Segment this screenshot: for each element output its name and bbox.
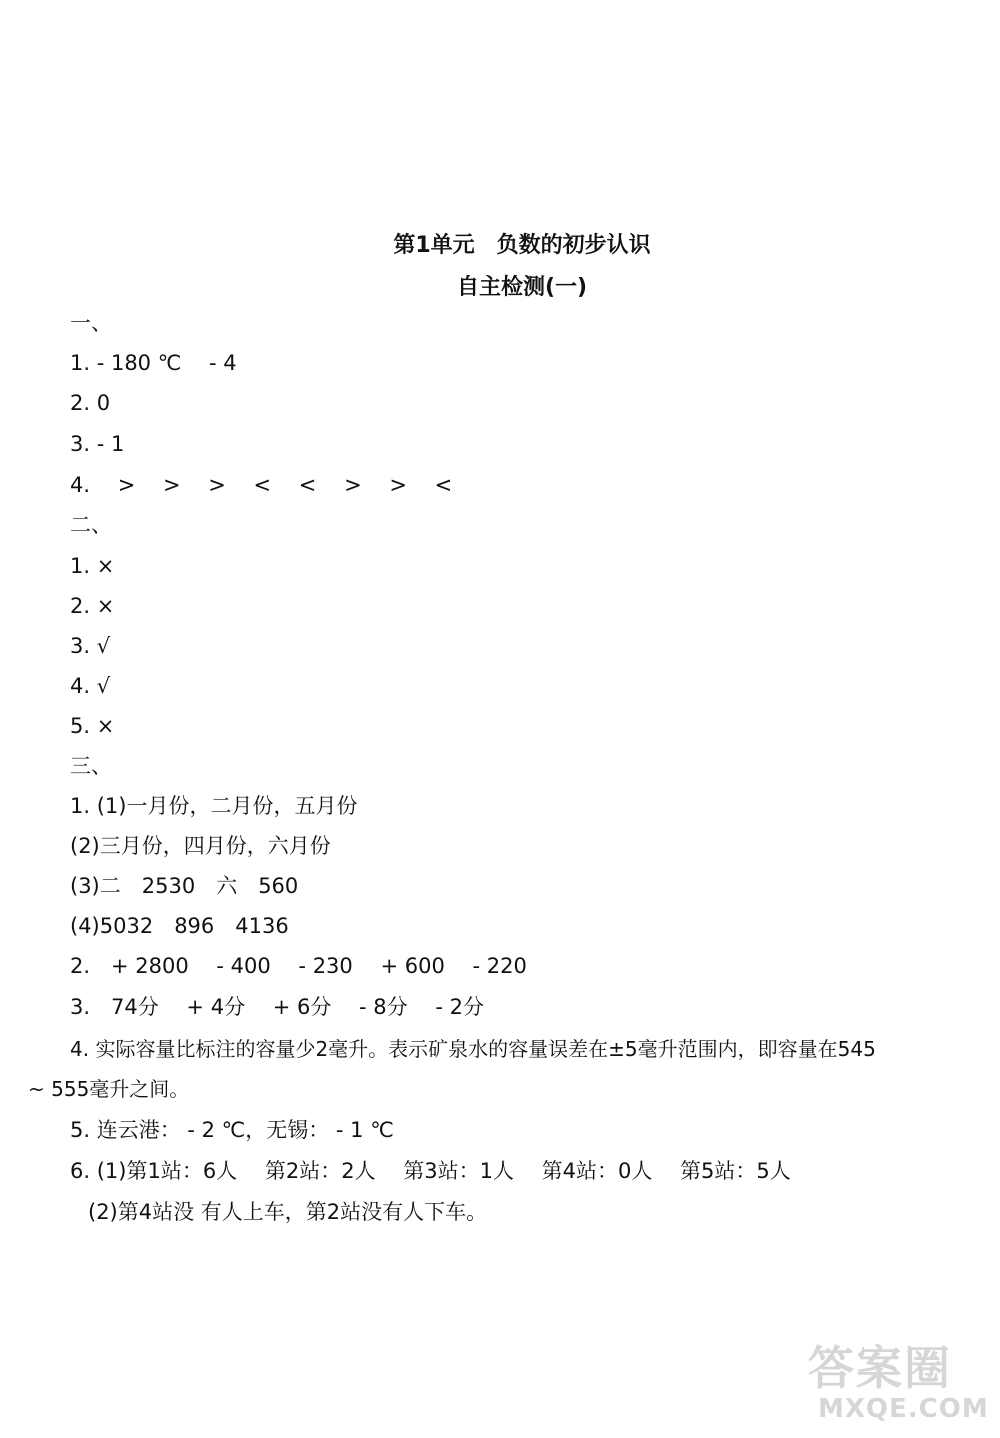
page-subtitle: 自主检测(一) [456,275,588,300]
s1-answer-4: 4. > > > < < > > < [70,473,453,497]
s3-answer-1-4: (4)5032 896 4136 [70,914,289,938]
page-title: 第1单元 负数的初步认识 [393,233,651,258]
s3-answer-5: 5. 连云港： - 2 ℃，无锡： - 1 ℃ [70,1118,394,1142]
s1-answer-3: 3. - 1 [70,432,125,456]
section-1-heading: 一、 [70,311,112,335]
section-2-heading: 二、 [70,513,112,537]
s3-answer-4-line-2: ~ 555毫升之间。 [28,1077,190,1101]
s3-answer-1-2: (2)三月份，四月份，六月份 [70,834,331,858]
s2-answer-3: 3. √ [70,634,111,658]
s1-answer-2: 2. 0 [70,391,111,415]
watermark-site-text: MXQE.COM [818,1394,989,1424]
s2-answer-2: 2. × [70,594,115,618]
s3-answer-1-1: 1. (1)一月份，二月份，五月份 [70,794,358,818]
s3-answer-3: 3. 74分 + 4分 + 6分 - 8分 - 2分 [70,995,484,1019]
watermark-logo [808,1332,988,1432]
s3-answer-4-line-1: 4. 实际容量比标注的容量少2毫升。表示矿泉水的容量误差在±5毫升范围内，即容量在545 [70,1037,876,1061]
s1-answer-1: 1. - 180 ℃ - 4 [70,351,237,375]
s3-answer-6-1: 6. (1)第1站：6人 第2站：2人 第3站：1人 第4站：0人 第5站：5人 [70,1159,791,1183]
watermark-logo-text: 答案圈 [808,1341,952,1395]
s2-answer-4: 4. √ [70,674,111,698]
s3-answer-1-3: (3)二 2530 六 560 [70,874,299,898]
s2-answer-1: 1. × [70,554,115,578]
s3-answer-2: 2. + 2800 - 400 - 230 + 600 - 220 [70,954,527,978]
s2-answer-5: 5. × [70,714,115,738]
section-3-heading: 三、 [70,754,112,778]
s3-answer-6-2: (2)第4站没 有人上车，第2站没有人下车。 [88,1200,488,1224]
